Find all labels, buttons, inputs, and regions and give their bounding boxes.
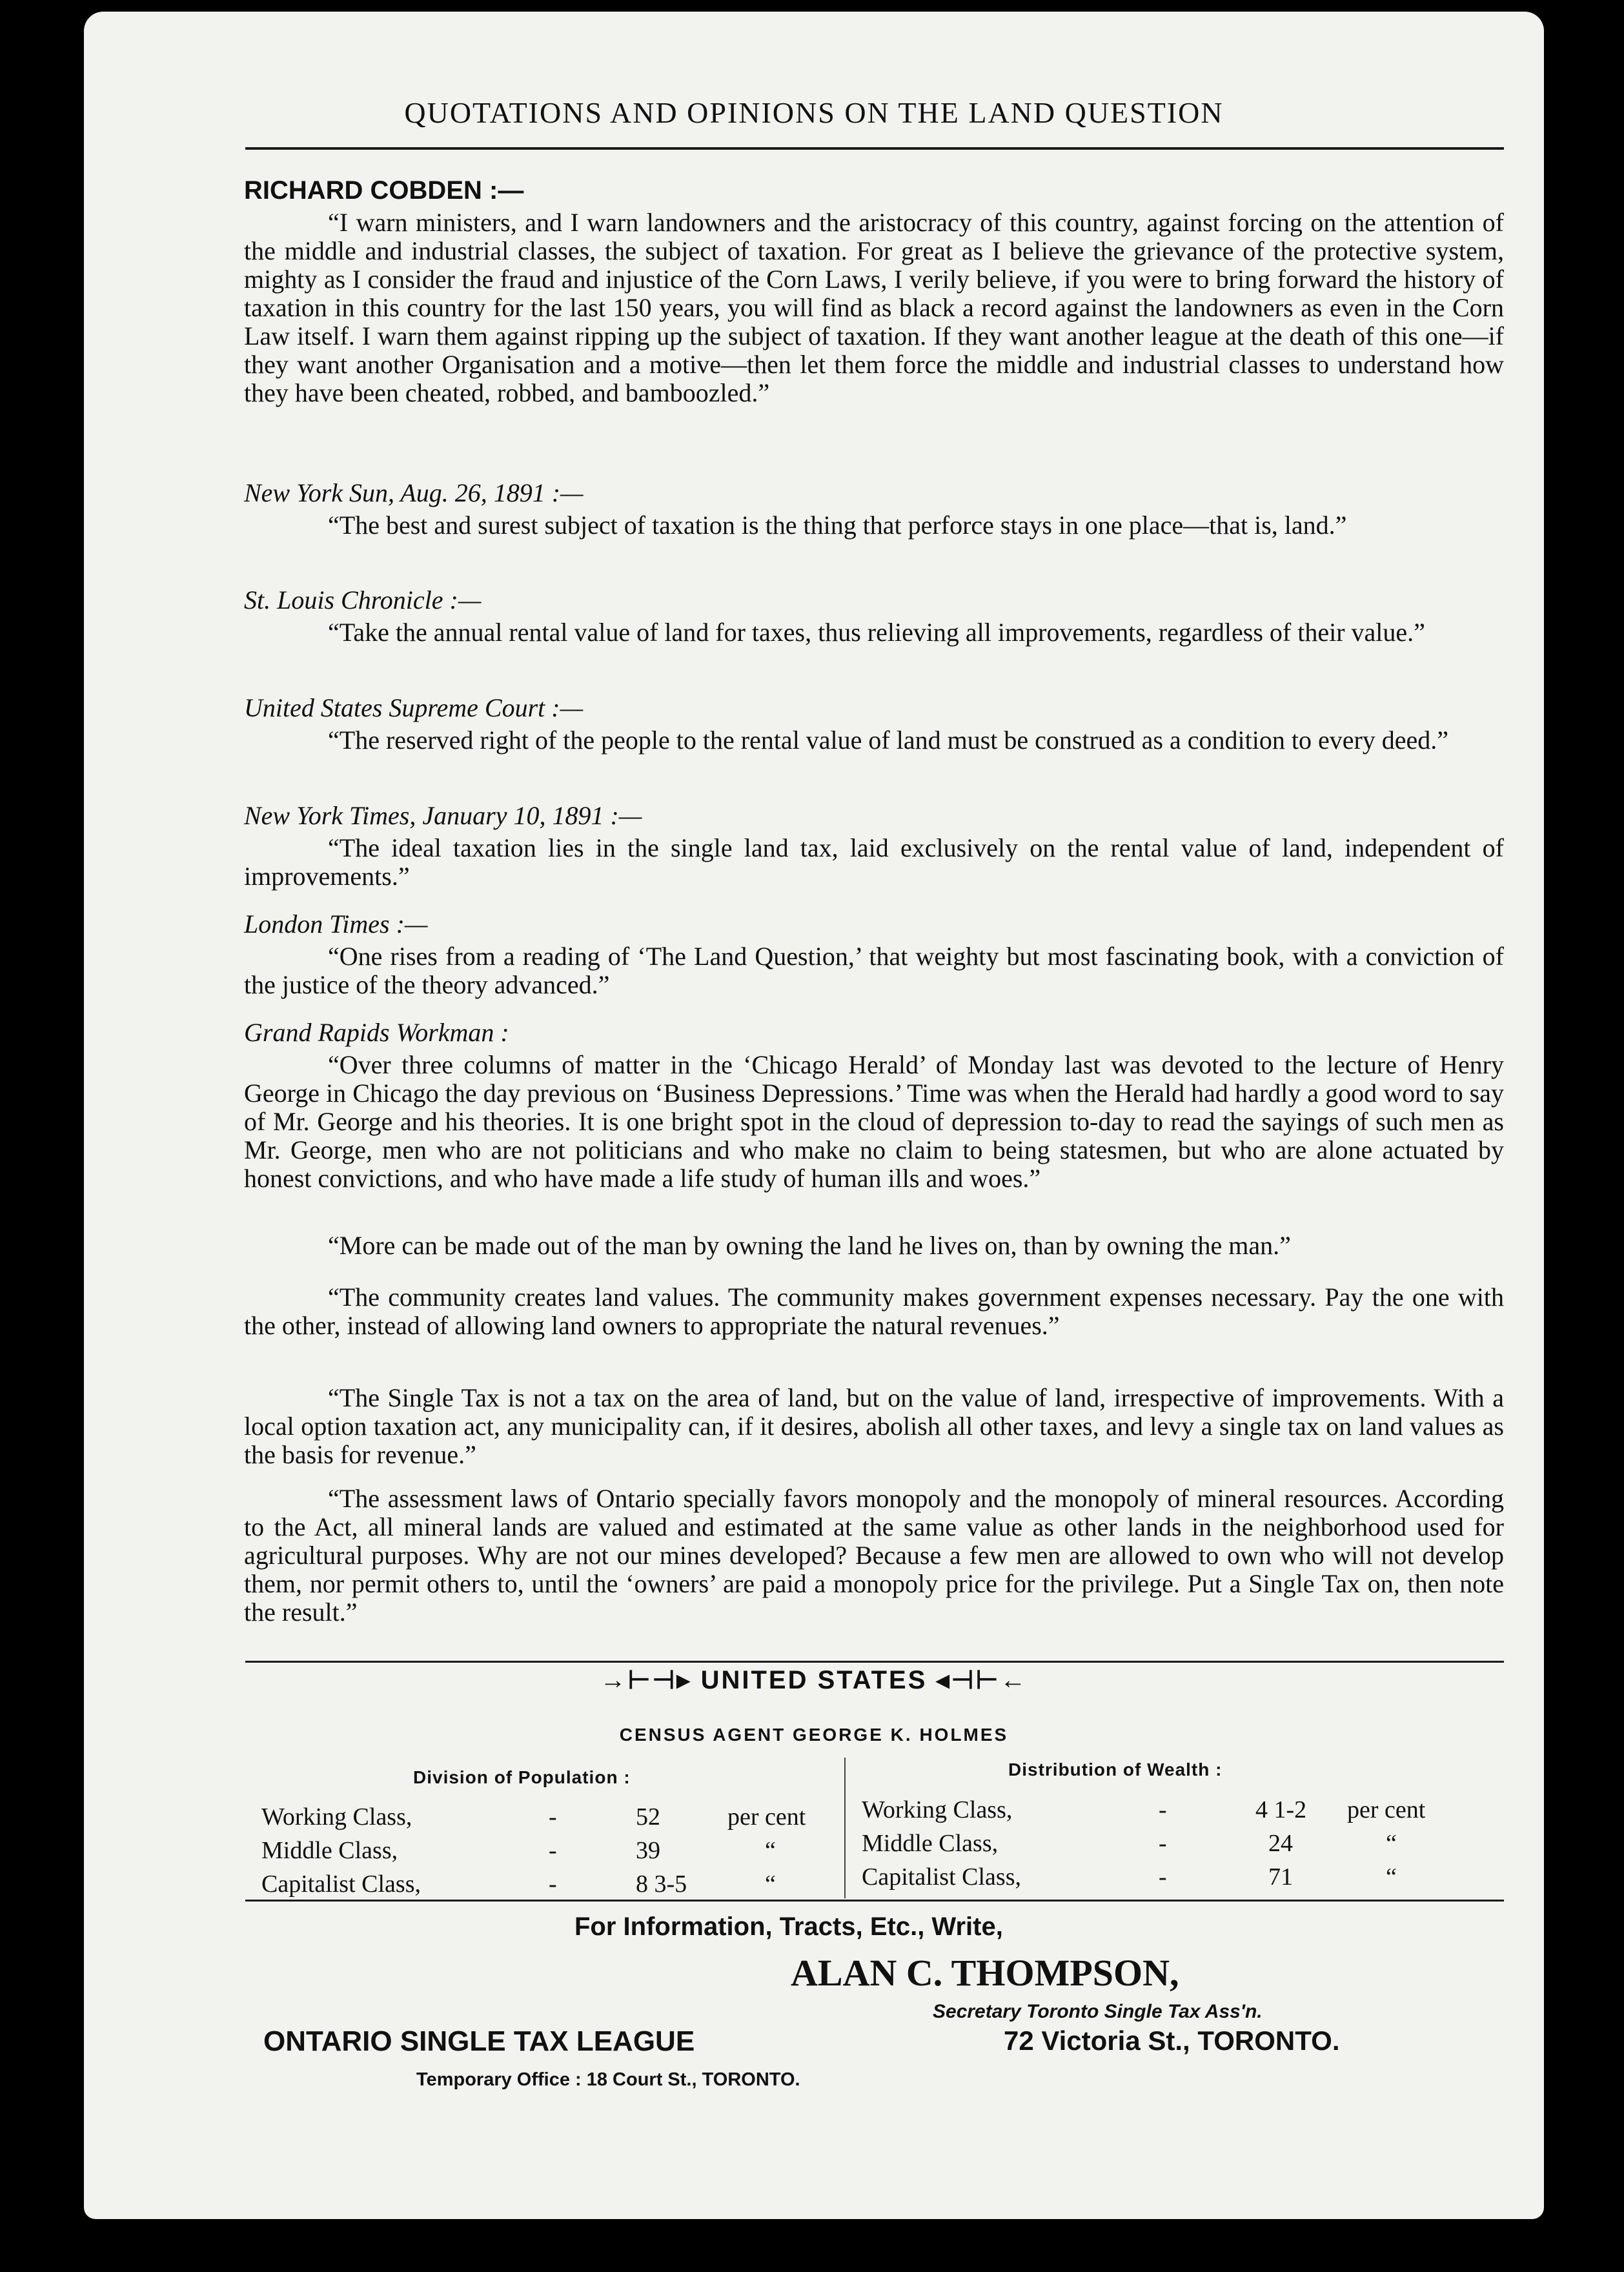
- row-value: 24: [1268, 1830, 1293, 1857]
- info-line: For Information, Tracts, Etc., Write,: [574, 1912, 1003, 1941]
- row-unit: “: [1386, 1830, 1397, 1857]
- quote-paragraph: “One rises from a reading of ‘The Land Question,’ that weighty but most fascinating book, with a conviction of the justice of the theory advanced.”: [244, 942, 1504, 999]
- quote-text-ny-sun: [244, 511, 1504, 540]
- quote-source-ny-sun: New York Sun, Aug. 26, 1891 :—: [244, 478, 584, 507]
- quote-text-supreme-court: [244, 726, 1504, 755]
- extra-quote-4: [244, 1485, 1504, 1627]
- section-rule: [245, 1661, 1504, 1663]
- population-table: [261, 1803, 829, 1903]
- document-page: [84, 12, 1544, 2219]
- row-label: Capitalist Class,: [261, 1871, 421, 1898]
- row-label: Middle Class,: [862, 1830, 999, 1857]
- row-value: 39: [636, 1837, 660, 1864]
- quote-paragraph: “More can be made out of the man by owning the land he lives on, than by owning the man.”: [328, 1231, 1291, 1260]
- table-row: [261, 1836, 829, 1870]
- quote-source-st-louis: St. Louis Chronicle :—: [244, 585, 482, 614]
- row-label: Working Class,: [862, 1796, 1013, 1823]
- ornament-left-icon: →⊢⊣▸: [600, 1666, 692, 1694]
- wealth-table: [862, 1796, 1494, 1896]
- row-unit: “: [1386, 1863, 1397, 1891]
- quote-text-ny-times: [244, 834, 1504, 891]
- population-heading: Division of Population :: [413, 1767, 631, 1787]
- page-header: QUOTATIONS AND OPINIONS ON THE LAND QUESTION: [404, 96, 1224, 129]
- row-value: 4 1-2: [1255, 1796, 1307, 1823]
- quote-paragraph: “I warn ministers, and I warn landowners and the aristocracy of this country, against forcing on the attention of the middle and industrial classes, the subject of taxation. For great as I believe the grievance of the protective system, mighty as I consider the fraud and injustice of the Corn Laws, I verily believe, if you were to bring forward the history of taxation in this country for the last 150 years, you will find as black a record against the landowners as even in the Corn Law itself. I warn them against ripping up the subject of taxation. If they want another league at the death of this one—if they want another Organisation and a motive—then let them force the middle and industrial classes to understand how they have been cheated, robbed, and bamboozled.”: [244, 208, 1504, 407]
- row-dash: -: [1159, 1796, 1167, 1823]
- row-dash: -: [1159, 1863, 1167, 1891]
- table-row: [862, 1829, 1494, 1863]
- table-divider: [844, 1758, 846, 1898]
- row-dash: -: [549, 1837, 557, 1864]
- us-title: [84, 1665, 1544, 1695]
- row-label: Middle Class,: [261, 1837, 398, 1864]
- extra-quote-2: [244, 1283, 1504, 1340]
- quote-source-london-times: London Times :—: [244, 909, 428, 938]
- quote-text-cobden: [244, 208, 1504, 407]
- quote-paragraph: “The assessment laws of Ontario specially favors monopoly and the monopoly of mineral resources. According to the Act, all mineral lands are valued and estimated at the same value as other lands in the neighborhood used for agricultural purposes. Why are not our mines developed? Because a few men are allowed to own who will not develop them, nor permit others to, until the ‘owners’ are paid a monopoly price for the privilege. Put a Single Tax on, then note the result.”: [244, 1484, 1504, 1627]
- contact-role: Secretary Toronto Single Tax Ass'n.: [933, 2001, 1263, 2022]
- office-address: Temporary Office : 18 Court St., TORONTO.: [416, 2069, 800, 2090]
- quote-paragraph: “Take the annual rental value of land for taxes, thus relieving all improvements, regardless of their value.”: [328, 618, 1425, 647]
- quote-paragraph: “The reserved right of the people to the rental value of land must be construed as a condition to every deed.”: [328, 725, 1449, 755]
- extra-quote-3: [244, 1384, 1504, 1469]
- row-unit: per cent: [1347, 1796, 1426, 1823]
- quote-paragraph: “The best and surest subject of taxation is the thing that perforce stays in one place—that is, land.”: [328, 511, 1347, 540]
- quote-paragraph: “The community creates land values. The community makes government expenses necessary. Pay the one with the other, instead of allowing land owners to appropriate the natural revenues.”: [244, 1283, 1504, 1340]
- row-dash: -: [549, 1803, 557, 1831]
- quote-paragraph: “Over three columns of matter in the ‘Chicago Herald’ of Monday last was devoted to the lecture of Henry George in Chicago the day previous on ‘Business Depressions.’ Time was when the Herald had hardly a good word to say of Mr. George and his theories. It is one bright spot in the cloud of depression to-day to read the sayings of such men as Mr. George, men who are not politicians and who make no claim to being statesmen, but who are alone actuated by honest convictions, and who have made a life study of human ills and woes.”: [244, 1050, 1504, 1193]
- table-row: [261, 1870, 829, 1903]
- league-name: ONTARIO SINGLE TAX LEAGUE: [263, 2025, 695, 2057]
- row-label: Working Class,: [261, 1803, 412, 1831]
- quote-text-london-times: [244, 942, 1504, 999]
- quote-source-ny-times: New York Times, January 10, 1891 :—: [244, 801, 642, 830]
- wealth-heading: Distribution of Wealth :: [1008, 1760, 1223, 1780]
- quote-text-grand-rapids: [244, 1051, 1504, 1193]
- census-agent: CENSUS AGENT GEORGE K. HOLMES: [619, 1725, 1009, 1745]
- header-rule: [245, 147, 1504, 150]
- contact-name: ALAN C. THOMPSON,: [791, 1952, 1179, 1994]
- row-label: Capitalist Class,: [862, 1863, 1021, 1891]
- quote-paragraph: “The ideal taxation lies in the single land tax, laid exclusively on the rental value of land, independent of improvements.”: [244, 833, 1504, 891]
- row-value: 8 3-5: [636, 1871, 687, 1898]
- table-bottom-rule: [245, 1900, 1504, 1902]
- contact-address: 72 Victoria St., TORONTO.: [1004, 2025, 1340, 2056]
- row-dash: -: [549, 1871, 557, 1898]
- table-row: [261, 1803, 829, 1836]
- extra-quote-1: [244, 1232, 1504, 1260]
- quote-source-cobden: RICHARD COBDEN :—: [244, 176, 524, 205]
- table-row: [862, 1863, 1494, 1896]
- row-value: 71: [1268, 1863, 1293, 1891]
- us-title-text: UNITED STATES: [700, 1666, 928, 1694]
- row-dash: -: [1159, 1830, 1167, 1857]
- table-row: [862, 1796, 1494, 1829]
- quote-text-st-louis: [244, 618, 1504, 647]
- quote-paragraph: “The Single Tax is not a tax on the area of land, but on the value of land, irrespective of improvements. With a local option taxation act, any municipality can, if it desires, abolish all other taxes, and levy a single tax on land values as the basis for revenue.”: [244, 1383, 1504, 1469]
- quote-source-grand-rapids: Grand Rapids Workman :: [244, 1018, 509, 1047]
- row-unit: “: [765, 1871, 776, 1898]
- ornament-right-icon: ◂⊣⊢←: [936, 1666, 1028, 1694]
- row-unit: per cent: [727, 1803, 806, 1831]
- row-unit: “: [765, 1837, 776, 1864]
- row-value: 52: [636, 1803, 660, 1831]
- quote-source-supreme-court: United States Supreme Court :—: [244, 693, 584, 722]
